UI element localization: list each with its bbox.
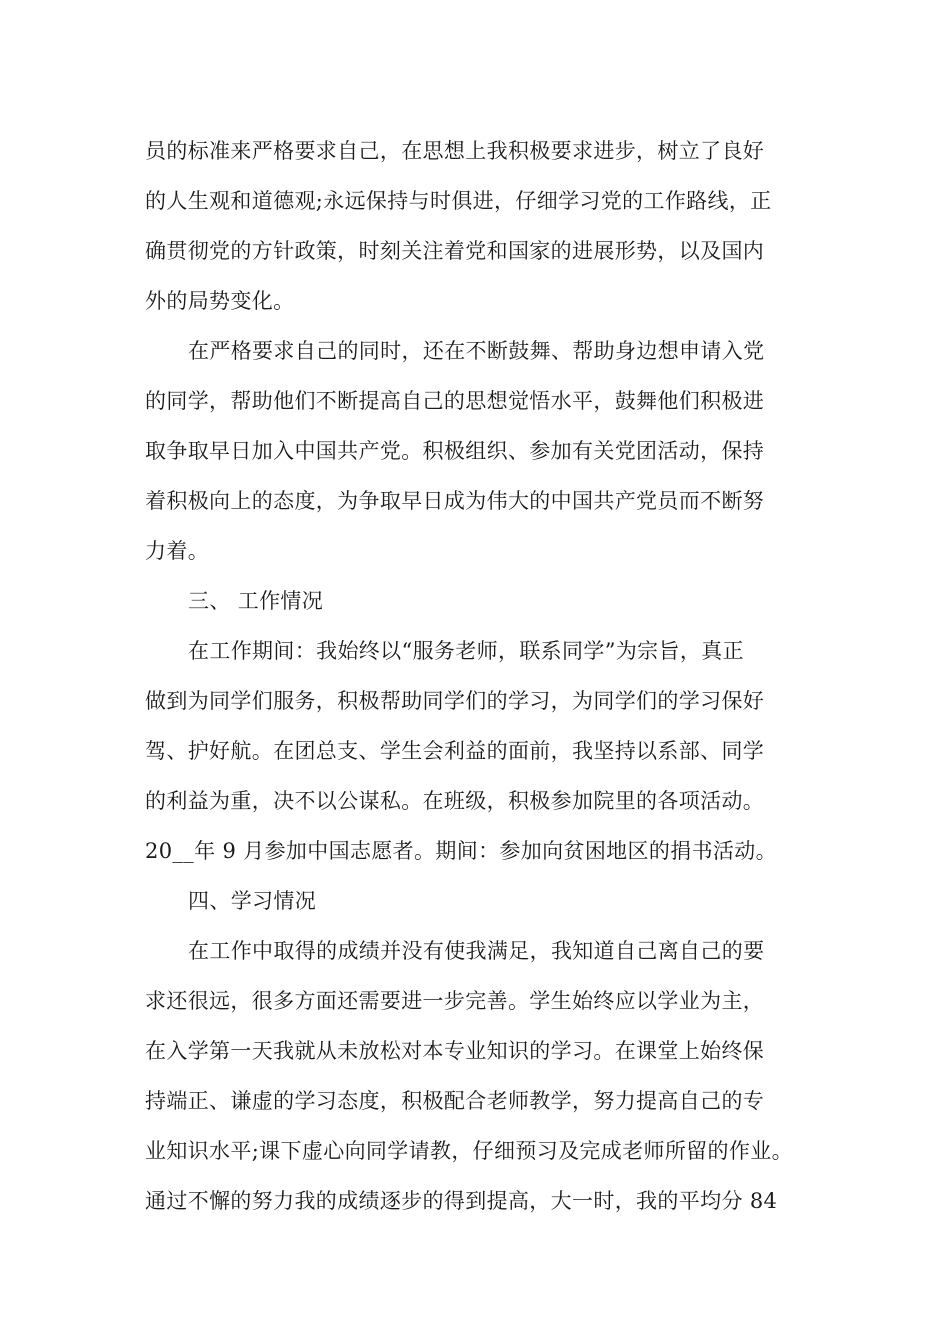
paragraph-line: 求还很远，很多方面还需要进一步完善。学生始终应以学业为主， — [145, 989, 765, 1013]
paragraph-line: 业知识水平;课下虚心向同学请教，仔细预习及完成老师所留的作业。 — [145, 1139, 793, 1163]
paragraph-line: 的同学，帮助他们不断提高自己的思想觉悟水平，鼓舞他们积极进 — [145, 389, 765, 413]
paragraph-line: 在工作期间：我始终以“服务老师，联系同学”为宗旨，真正 — [188, 639, 744, 663]
paragraph-line: 做到为同学们服务，积极帮助同学们的学习，为同学们的学习保好 — [145, 689, 765, 713]
section-heading-study: 四、学习情况 — [188, 889, 317, 913]
paragraph-line: 在入学第一天我就从未放松对本专业知识的学习。在课堂上始终保 — [145, 1039, 765, 1063]
paragraph-line: 驾、护好航。在团总支、学生会利益的面前，我坚持以系部、同学 — [145, 739, 765, 763]
paragraph-line: 取争取早日加入中国共产党。积极组织、参加有关党团活动，保持 — [145, 439, 765, 463]
paragraph-line: 确贯彻党的方针政策，时刻关注着党和国家的进展形势，以及国内 — [145, 239, 765, 263]
section-heading-work: 三、 工作情况 — [188, 589, 324, 613]
paragraph-line: 20__年 9 月参加中国志愿者。期间：参加向贫困地区的捐书活动。 — [145, 839, 777, 863]
paragraph-line: 的人生观和道德观;永远保持与时俱进，仔细学习党的工作路线，正 — [145, 189, 772, 213]
paragraph-line: 员的标准来严格要求自己，在思想上我积极要求进步，树立了良好 — [145, 139, 765, 163]
paragraph-line: 外的局势变化。 — [145, 289, 295, 313]
paragraph-line: 持端正、谦虚的学习态度，积极配合老师教学，努力提高自己的专 — [145, 1089, 765, 1113]
paragraph-line: 在工作中取得的成绩并没有使我满足，我知道自己离自己的要 — [188, 939, 765, 963]
paragraph-line: 的利益为重，决不以公谋私。在班级，积极参加院里的各项活动。 — [145, 789, 765, 813]
paragraph-line: 着积极向上的态度，为争取早日成为伟大的中国共产党员而不断努 — [145, 489, 765, 513]
paragraph-line: 力着。 — [145, 539, 210, 563]
paragraph-line: 通过不懈的努力我的成绩逐步的得到提高，大一时，我的平均分 84 — [145, 1189, 778, 1213]
paragraph-line: 在严格要求自己的同时，还在不断鼓舞、帮助身边想申请入党 — [188, 339, 765, 363]
